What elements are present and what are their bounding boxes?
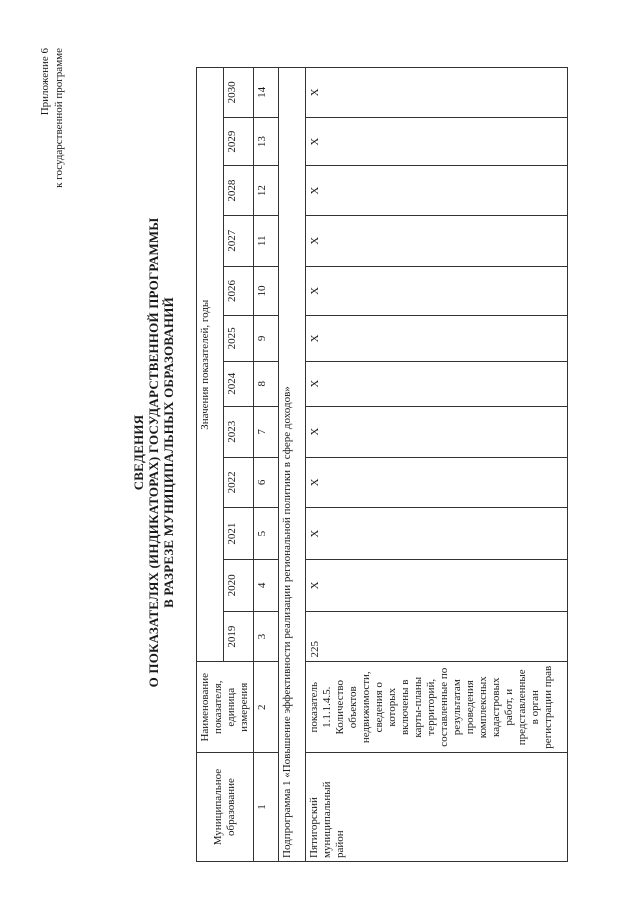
title-line-2: О ПОКАЗАТЕЛЯХ (ИНДИКАТОРАХ) ГОСУДАРСТВЕННОЙ ПРОГРАММЫ [146,217,161,688]
cell-value-2030: Х [306,68,568,118]
cell-value-2020: Х [306,559,568,611]
column-number-8: 8 [254,361,279,406]
column-number-4: 4 [254,559,279,611]
cell-value-2019: 225 [306,611,568,662]
column-number-3: 3 [254,611,279,662]
year-2024: 2024 [224,361,254,406]
column-number-12: 12 [254,166,279,216]
column-number-14: 14 [254,68,279,118]
indicators-table [196,67,568,862]
appendix-line-1: Приложение 6 [39,48,51,116]
column-number-2: 2 [254,662,279,753]
cell-value-2021: Х [306,508,568,560]
header-indicator: Наименование показателя, единица измерения [197,662,254,753]
column-number-6: 6 [254,457,279,508]
appendix-line-2: к государственной программе [53,48,65,188]
cell-value-2022: Х [306,457,568,508]
year-2029: 2029 [224,117,254,166]
column-number-9: 9 [254,316,279,361]
cell-value-2023: Х [306,406,568,457]
header-row-1 [197,68,224,862]
column-number-7: 7 [254,406,279,457]
year-2022: 2022 [224,457,254,508]
year-2025: 2025 [224,316,254,361]
column-number-11: 11 [254,215,279,266]
cell-value-2027: Х [306,215,568,266]
cell-value-2028: Х [306,166,568,216]
cell-value-2024: Х [306,361,568,406]
cell-value-2026: Х [306,266,568,316]
year-2028: 2028 [224,166,254,216]
year-2021: 2021 [224,508,254,560]
subprogram-title: Подпрограмма 1 «Повышение эффективности реализации региональной политики в сфере доходов» [279,68,306,862]
year-2023: 2023 [224,406,254,457]
column-number-10: 10 [254,266,279,316]
column-number-5: 5 [254,508,279,560]
table-row [306,68,568,862]
cell-value-2025: Х [306,316,568,361]
year-2020: 2020 [224,559,254,611]
year-2027: 2027 [224,215,254,266]
header-values-group: Значения показателей, годы [197,68,224,662]
cell-indicator: показатель 1.1.1.4.5. Количество объектов недвижимости, сведения о которых включены в карты-планы территорий, составленные по результатам проведения комплексных кадастровых работ, и представленные в орган регистрации прав [306,662,568,753]
subprogram-row [279,68,306,862]
cell-municipality: Пятигорский муниципальный район [306,753,568,862]
appendix-note [38,48,66,188]
header-row-column-numbers [254,68,279,862]
year-2030: 2030 [224,68,254,118]
cell-value-2029: Х [306,117,568,166]
header-municipality: Муниципальное образование [197,753,254,862]
column-number-1: 1 [254,753,279,862]
title-line-3: В РАЗРЕЗЕ МУНИЦИПАЛЬНЫХ ОБРАЗОВАНИЙ [161,297,176,608]
title-line-1: СВЕДЕНИЯ [131,414,146,491]
column-number-13: 13 [254,117,279,166]
year-2019: 2019 [224,611,254,662]
year-2026: 2026 [224,266,254,316]
document-title [131,0,176,905]
